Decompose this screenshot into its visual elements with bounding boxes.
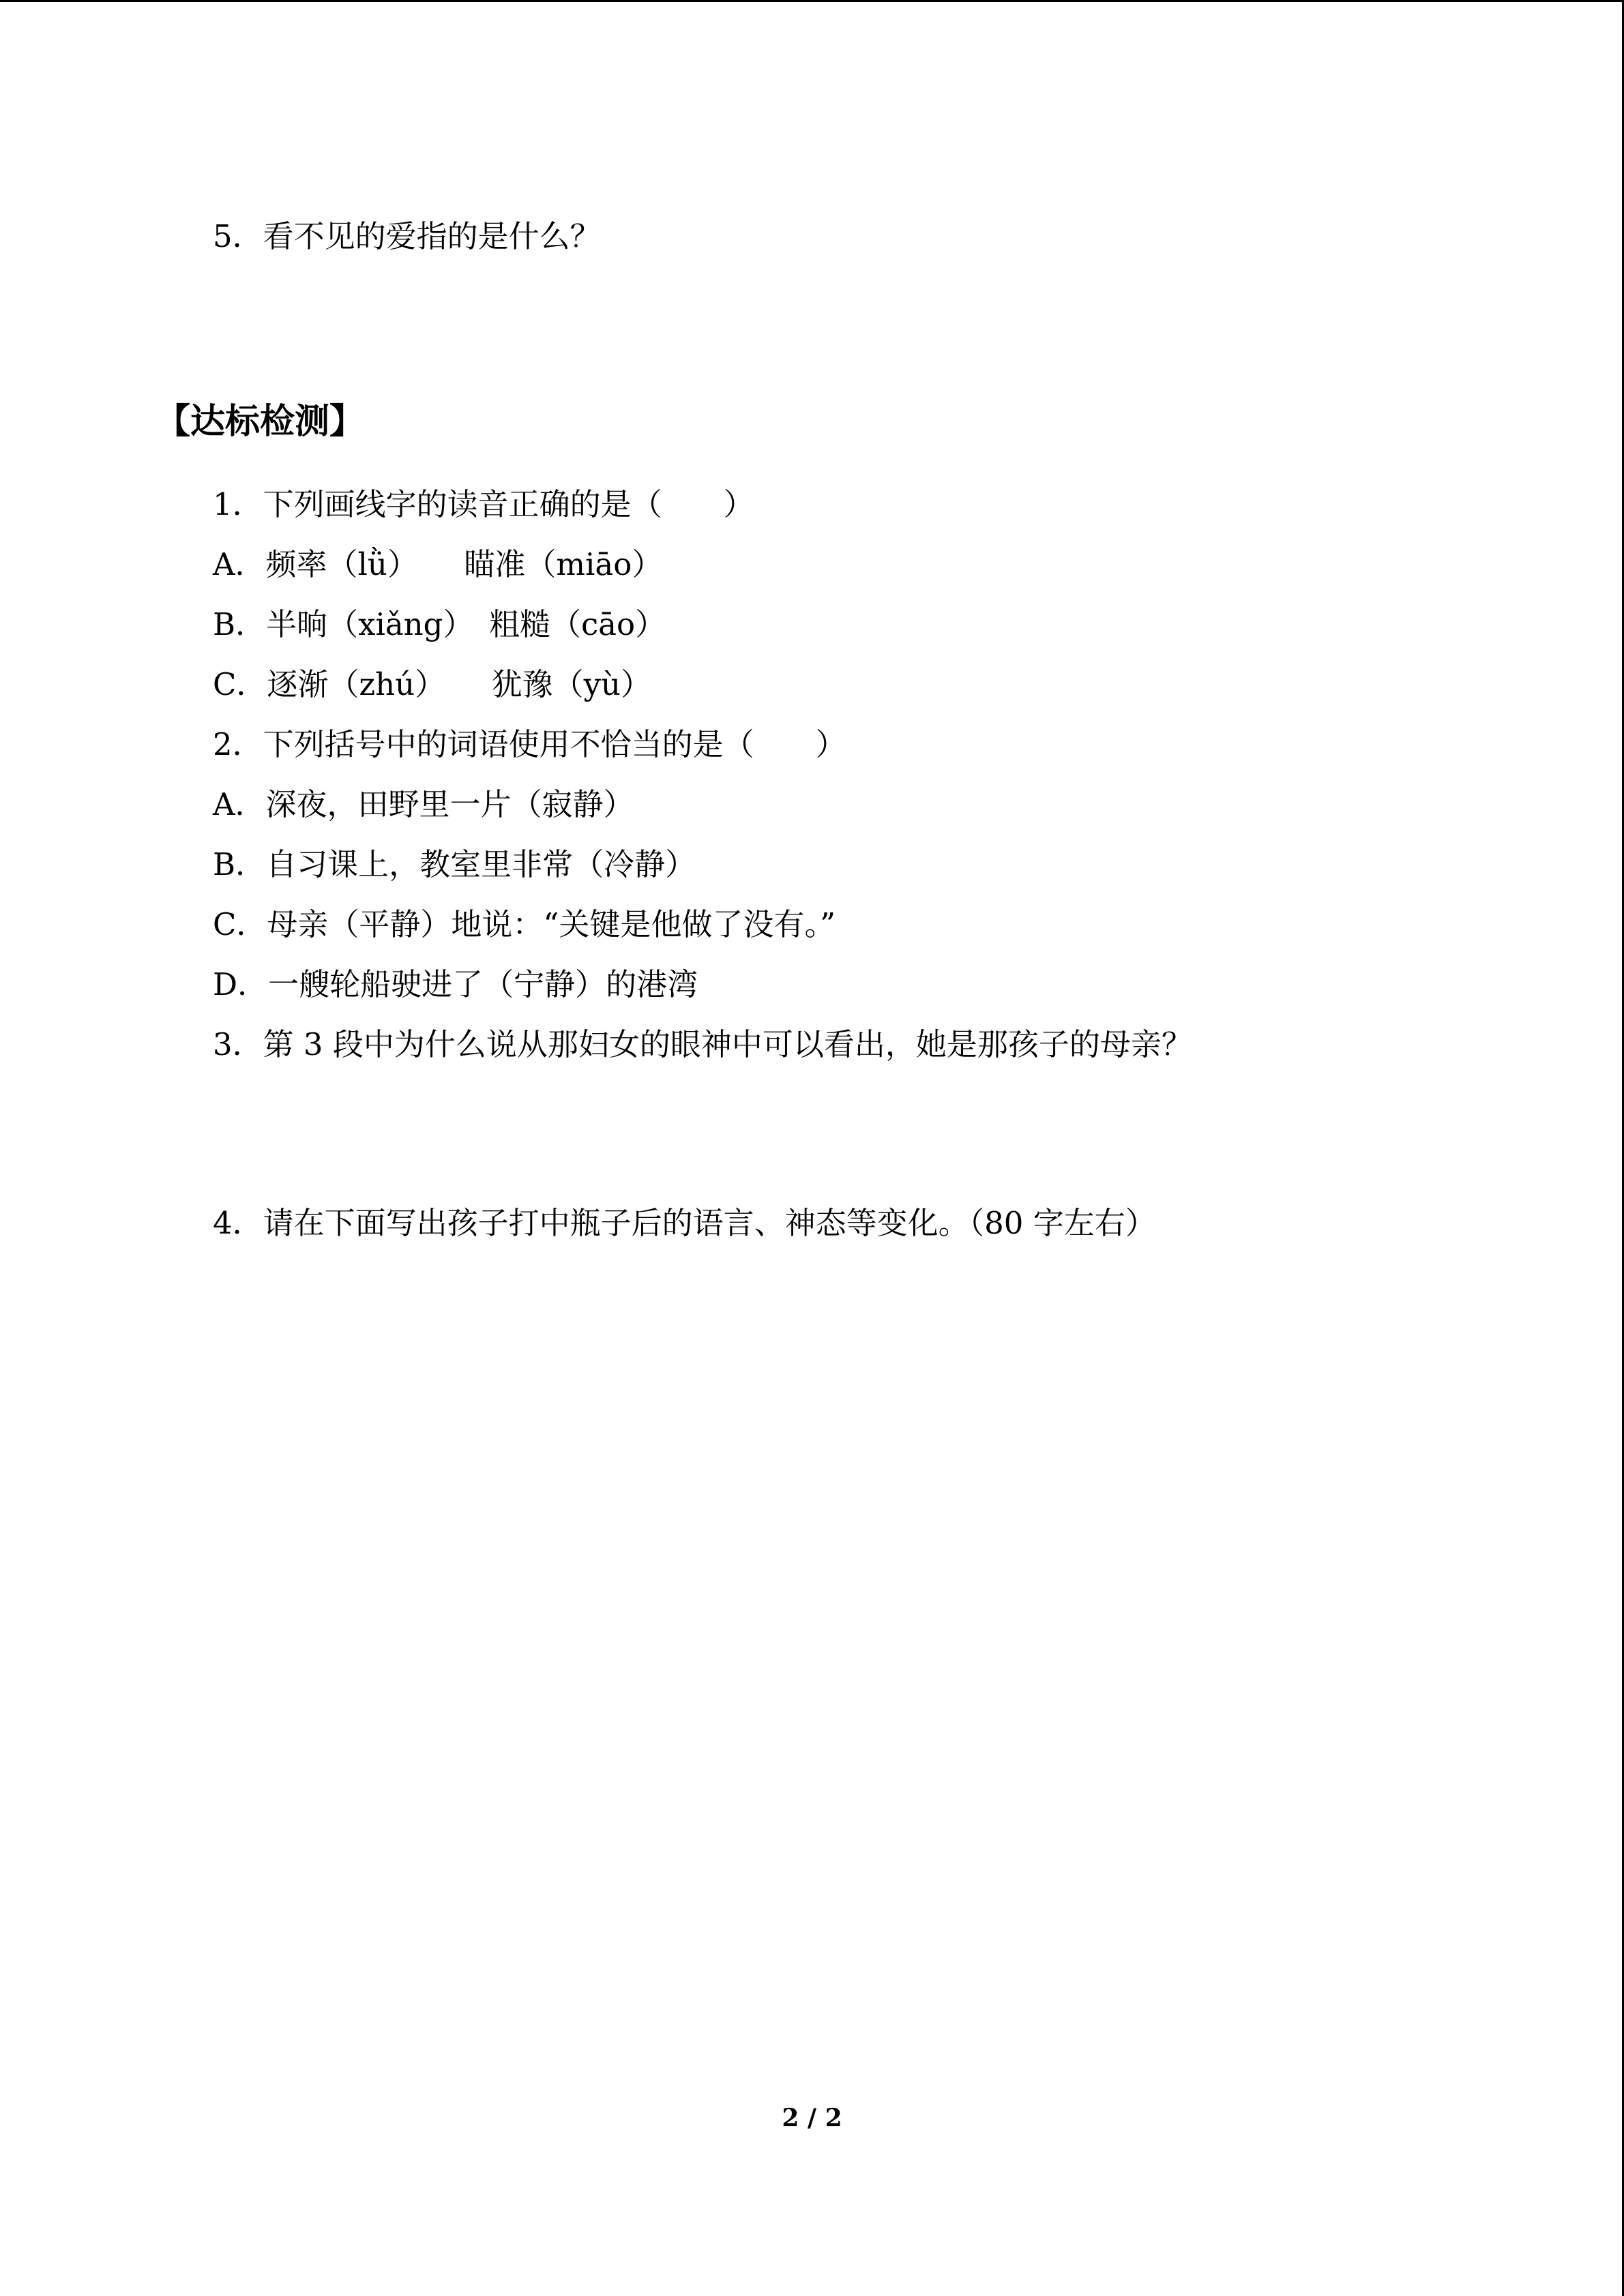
question-2-stem: 2．下列括号中的词语使用不恰当的是（ ） — [213, 726, 846, 762]
page-number: 2 / 2 — [782, 2104, 842, 2132]
section-heading: 【达标检测】 — [156, 401, 365, 442]
question-1-stem: 1．下列画线字的读音正确的是（ ） — [213, 486, 754, 522]
question-4-stem: 4．请在下面写出孩子打中瓶子后的语言、神态等变化。（80 字左右） — [213, 1205, 1156, 1241]
question-2-option-b: B．自习课上，教室里非常（冷静） — [213, 846, 696, 882]
question-2-option-c: C．母亲（平静）地说：“关键是他做了没有。” — [213, 906, 836, 942]
question-3-stem: 3．第 3 段中为什么说从那妇女的眼神中可以看出，她是那孩子的母亲？ — [213, 1026, 1192, 1062]
question-1-option-a: A．频率（lǜ） 瞄准（miāo） — [213, 546, 663, 582]
question-5-text: 5．看不见的爱指的是什么？ — [213, 218, 601, 254]
page-border-top — [0, 0, 1624, 2]
question-2-option-a: A．深夜，田野里一片（寂静） — [213, 786, 634, 822]
question-2-option-d: D．一艘轮船驶进了（宁静）的港湾 — [213, 966, 698, 1002]
question-1-option-b: B．半晌（xiǎng） 粗糙（cāo） — [213, 606, 666, 642]
question-1-option-c: C．逐渐（zhú） 犹豫（yù） — [213, 666, 652, 702]
